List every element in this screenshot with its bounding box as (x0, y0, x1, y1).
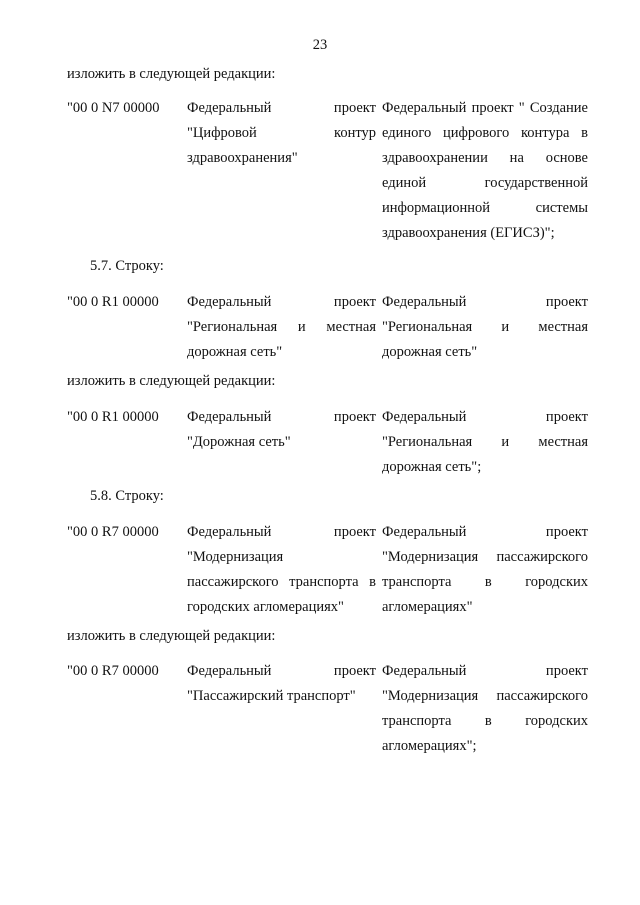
paragraph-subsection: 5.8. Строку: (90, 488, 164, 504)
old-name-cell (187, 290, 376, 365)
cell-line: "Модернизация пассажирского (382, 688, 588, 704)
paragraph-instruction: изложить в следующей редакции: (67, 373, 276, 389)
cell-line: "Модернизация пассажирского (382, 549, 588, 565)
cell-line: Федеральный проект (187, 524, 376, 540)
page-number: 23 (312, 37, 328, 53)
new-name-cell (382, 520, 588, 620)
old-name-cell (187, 96, 376, 171)
cell-line: Федеральный проект " Создание (382, 100, 588, 116)
cell-line: агломерациях" (382, 599, 473, 615)
cell-line: Федеральный проект (382, 409, 588, 425)
paragraph-subsection: 5.7. Строку: (90, 258, 164, 274)
cell-line: "Цифровой контур (187, 125, 376, 141)
budget-code: "00 0 N7 00000 (67, 100, 160, 116)
budget-code: "00 0 R1 00000 (67, 409, 159, 425)
old-name-cell (187, 659, 376, 709)
cell-line: дорожная сеть" (187, 344, 283, 360)
cell-line: дорожная сеть"; (382, 459, 482, 475)
new-name-cell (382, 659, 588, 759)
cell-line: Федеральный проект (382, 663, 588, 679)
new-name-cell (382, 96, 588, 246)
budget-code: "00 0 R7 00000 (67, 524, 159, 540)
cell-line: Федеральный проект (382, 294, 588, 310)
cell-line: Федеральный проект (187, 294, 376, 310)
new-name-cell (382, 290, 588, 365)
cell-line: дорожная сеть" (382, 344, 478, 360)
old-name-cell (187, 520, 376, 620)
cell-line: Федеральный проект (187, 663, 376, 679)
paragraph-instruction: изложить в следующей редакции: (67, 628, 276, 644)
budget-code: "00 0 R1 00000 (67, 294, 159, 310)
cell-line: агломерациях"; (382, 738, 477, 754)
cell-line: транспорта в городских (382, 574, 588, 590)
cell-line: Федеральный проект (382, 524, 588, 540)
cell-line: "Региональная и местная (382, 319, 588, 335)
paragraph-instruction: изложить в следующей редакции: (67, 66, 276, 82)
cell-line: Федеральный проект (187, 100, 376, 116)
cell-line: "Дорожная сеть" (187, 434, 291, 450)
old-name-cell (187, 405, 376, 455)
cell-line: Федеральный проект (187, 409, 376, 425)
cell-line: "Региональная и местная (187, 319, 376, 335)
cell-line: городских агломерациях" (187, 599, 344, 615)
new-name-cell (382, 405, 588, 480)
cell-line: здравоохранения (ЕГИСЗ)"; (382, 225, 555, 241)
cell-line: пассажирского транспорта в (187, 574, 376, 590)
cell-line: здравоохранении на основе (382, 150, 588, 166)
cell-line: "Пассажирский транспорт" (187, 688, 356, 704)
cell-line: здравоохранения" (187, 150, 298, 166)
cell-line: информационной системы (382, 200, 588, 216)
budget-code: "00 0 R7 00000 (67, 663, 159, 679)
cell-line: единой государственной (382, 175, 588, 191)
cell-line: единого цифрового контура в (382, 125, 588, 141)
cell-line: транспорта в городских (382, 713, 588, 729)
cell-line: "Региональная и местная (382, 434, 588, 450)
cell-line: "Модернизация (187, 549, 284, 565)
